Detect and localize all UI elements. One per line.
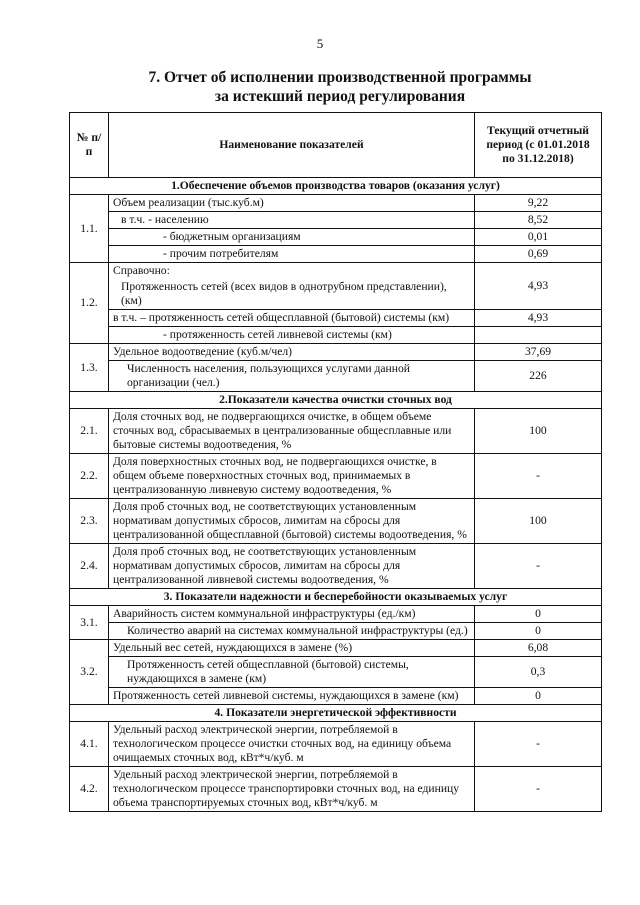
indicator-name: Количество аварий на системах коммунальной инфраструктуры (ед.): [109, 623, 475, 640]
indicator-value: 37,69: [475, 344, 602, 361]
row-number: 2.2.: [70, 454, 109, 499]
indicator-name: Удельное водоотведение (куб.м/чел): [109, 344, 475, 361]
table-row: [70, 657, 602, 688]
indicator-name: Доля проб сточных вод, не соответствующих установленным нормативам допустимых сбросов, лимитам на сбросы для централизованной ливневой системы водоотведения, %: [109, 544, 475, 589]
report-table: [69, 112, 602, 812]
indicator-value: 0,3: [475, 657, 602, 688]
document-title: [60, 68, 620, 106]
page-number: 5: [316, 36, 324, 51]
table-row: [70, 327, 602, 344]
indicator-name: в т.ч. – протяженность сетей общесплавной (бытовой) системы (км): [109, 310, 475, 327]
section-header: [70, 178, 602, 195]
indicator-value: -: [475, 767, 602, 812]
indicator-name: Численность населения, пользующихся услугами данной организации (чел.): [109, 361, 475, 392]
table-row: [70, 310, 602, 327]
indicator-value: 4,93: [475, 310, 602, 327]
table-row: [70, 606, 602, 623]
table-row: [70, 361, 602, 392]
indicator-name: Доля поверхностных сточных вод, не подвергающихся очистке, в общем объеме поверхностных сточных вод, принимаемых в централизованную ливневую систему водоотведения, %: [109, 454, 475, 499]
indicator-value: -: [475, 722, 602, 767]
section-3-title: 3. Показатели надежности и бесперебойности оказываемых услуг: [70, 589, 602, 606]
indicator-name: Удельный расход электрической энергии, потребляемой в технологическом процессе транспортировки сточных вод, на единицу объема транспортируемых сточных вод, кВт*ч/куб. м: [109, 767, 475, 812]
indicator-name: Удельный вес сетей, нуждающихся в замене (%): [109, 640, 475, 657]
indicator-value: 0: [475, 623, 602, 640]
section-header: [70, 589, 602, 606]
table-row: [70, 499, 602, 544]
indicator-name: в т.ч. - населению: [109, 212, 475, 229]
indicator-name: - протяженность сетей ливневой системы (км): [109, 327, 475, 344]
row-number: 1.3.: [70, 344, 109, 392]
row-number: 2.4.: [70, 544, 109, 589]
indicator-value: 0: [475, 606, 602, 623]
header-row: [70, 113, 602, 178]
table-row: [70, 722, 602, 767]
indicator-name: Удельный расход электрической энергии, потребляемой в технологическом процессе очистки сточных вод, на единицу объема очищаемых сточных вод, кВт*ч/куб. м: [109, 722, 475, 767]
indicator-name: - бюджетным организациям: [109, 229, 475, 246]
table-row: [70, 640, 602, 657]
section-header: [70, 705, 602, 722]
indicator-name: - прочим потребителям: [109, 246, 475, 263]
table-row: [70, 212, 602, 229]
row-number: 4.1.: [70, 722, 109, 767]
row-number: 2.3.: [70, 499, 109, 544]
indicator-value: 100: [475, 499, 602, 544]
indicator-name: Объем реализации (тыс.куб.м): [109, 195, 475, 212]
table-row: [70, 263, 602, 280]
indicator-value: 0,01: [475, 229, 602, 246]
table-row: [70, 623, 602, 640]
row-number: 1.2.: [70, 263, 109, 344]
table-row: [70, 767, 602, 812]
table-row: [70, 454, 602, 499]
header-num: № п/п: [70, 113, 109, 178]
row-number: 2.1.: [70, 409, 109, 454]
row-number: 4.2.: [70, 767, 109, 812]
indicator-name: Протяженность сетей (всех видов в однотрубном представлении), (км): [109, 279, 475, 310]
indicator-value: 8,52: [475, 212, 602, 229]
indicator-value: -: [475, 544, 602, 589]
section-2-title: 2.Показатели качества очистки сточных вод: [70, 392, 602, 409]
indicator-value: 6,08: [475, 640, 602, 657]
table-row: [70, 195, 602, 212]
title-line-2: за истекший период регулирования: [214, 88, 466, 105]
indicator-value: 0: [475, 688, 602, 705]
indicator-value: 100: [475, 409, 602, 454]
row-number: 1.1.: [70, 195, 109, 263]
indicator-name: Доля сточных вод, не подвергающихся очистке, в общем объеме сточных вод, сбрасываемых в централизованные общесплавные или бытовые системы водоотведения, %: [109, 409, 475, 454]
section-header: [70, 392, 602, 409]
header-value: Текущий отчетный период (с 01.01.2018 по 31.12.2018): [475, 113, 602, 178]
row-number: 3.1.: [70, 606, 109, 640]
section-4-title: 4. Показатели энергетической эффективности: [70, 705, 602, 722]
indicator-value: 4,93: [475, 263, 602, 310]
indicator-value: [475, 327, 602, 344]
title-line-1: 7. Отчет об исполнении производственной программы: [148, 69, 532, 86]
indicator-name: Справочно:: [109, 263, 475, 280]
table-row: [70, 344, 602, 361]
indicator-name: Протяженность сетей общесплавной (бытовой) системы, нуждающихся в замене (км): [109, 657, 475, 688]
indicator-name: Протяженность сетей ливневой системы, нуждающихся в замене (км): [109, 688, 475, 705]
indicator-name: Доля проб сточных вод, не соответствующих установленным нормативам допустимых сбросов, лимитам на сбросы для централизованной общесплавной (бытовой) системы водоотведения, %: [109, 499, 475, 544]
table-row: [70, 246, 602, 263]
table-row: [70, 409, 602, 454]
indicator-value: 0,69: [475, 246, 602, 263]
table-row: [70, 688, 602, 705]
header-name: Наименование показателей: [109, 113, 475, 178]
indicator-value: 226: [475, 361, 602, 392]
row-number: 3.2.: [70, 640, 109, 705]
indicator-value: 9,22: [475, 195, 602, 212]
indicator-name: Аварийность систем коммунальной инфраструктуры (ед./км): [109, 606, 475, 623]
indicator-value: -: [475, 454, 602, 499]
section-1-title: 1.Обеспечение объемов производства товаров (оказания услуг): [70, 178, 602, 195]
table-row: [70, 544, 602, 589]
table-row: [70, 229, 602, 246]
